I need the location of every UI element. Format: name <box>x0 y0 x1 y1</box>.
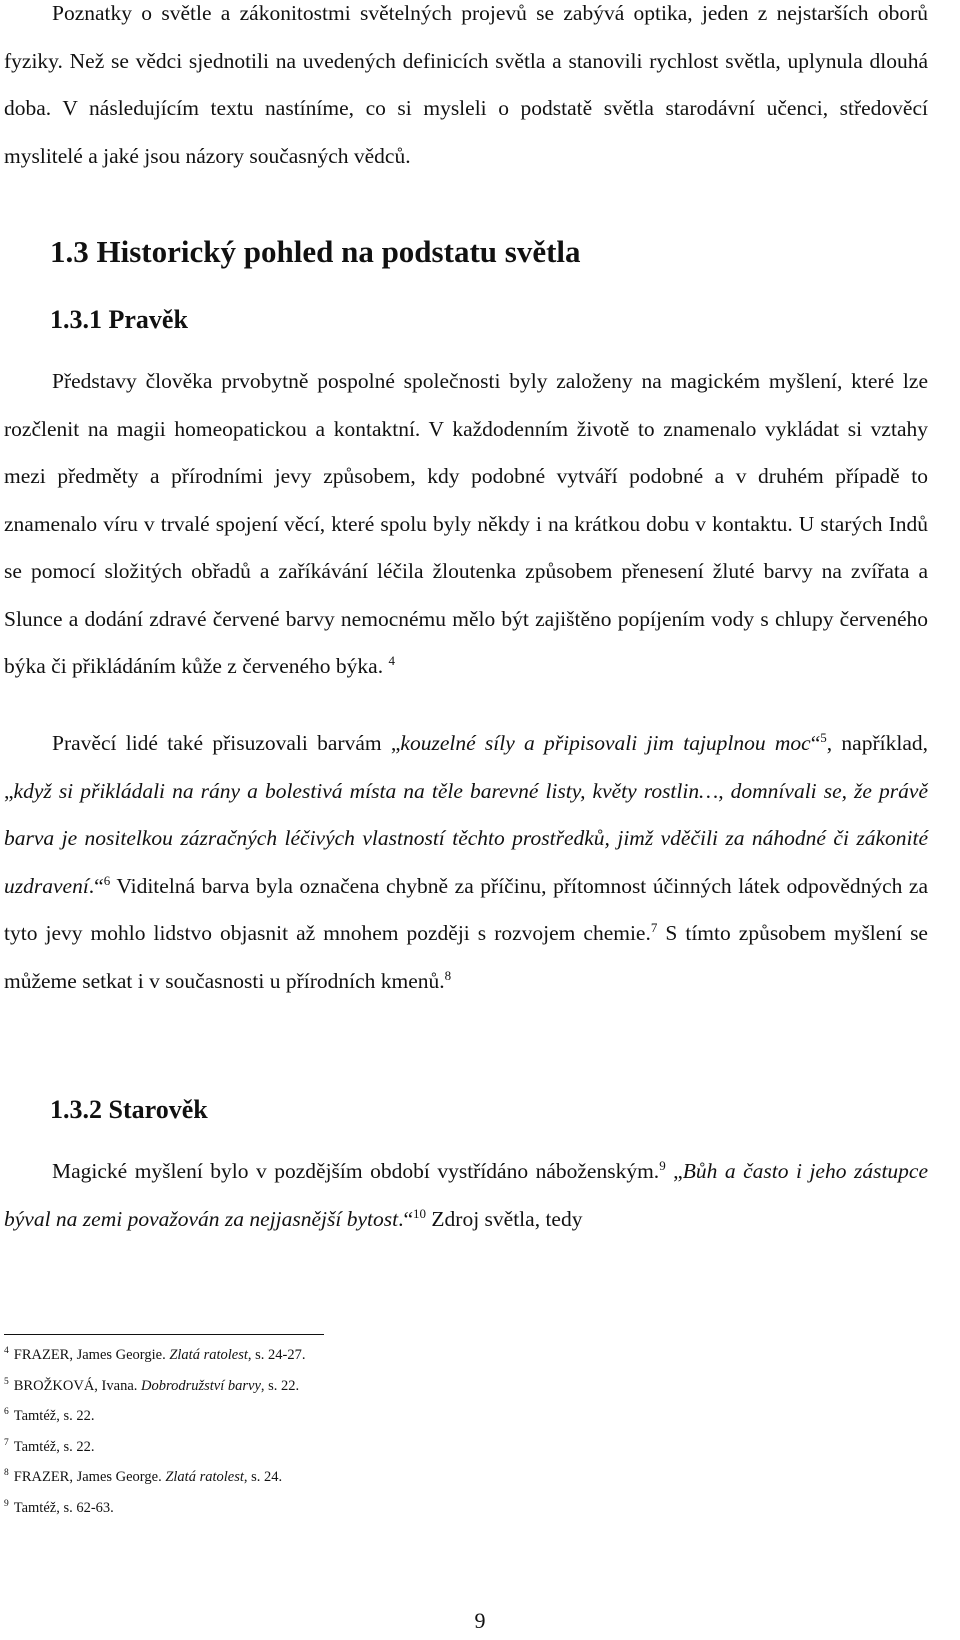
footnote-pages: , s. 24. <box>243 1469 283 1485</box>
footnote-title: Dobrodružství barvy <box>141 1377 261 1394</box>
footnote <box>4 1462 704 1493</box>
footnote-ref[interactable]: 7 <box>650 919 658 935</box>
quote-1: kouzelné síly a připisovali jim tajuplnou moc <box>400 731 811 755</box>
footnote-number: 6 <box>4 1407 9 1418</box>
footnote-title: Zlatá ratolest <box>169 1347 248 1363</box>
footnote-ref[interactable]: 9 <box>659 1157 666 1173</box>
footnote-ref[interactable]: 8 <box>444 967 452 983</box>
quote-2: když si přikládali na rány a bolestivá místa na těle barevné listy, květy rostlin…, domnívali se, že právě barva je nositelkou zázračných léčivých vlastností těchto prostředků, jimž vděčili za náhodné či zákonité uzdravení <box>4 778 928 898</box>
text-run: S tímto způsobem myšlení se můžeme setkat i v současnosti u přírodních kmenů. <box>4 921 928 993</box>
footnote <box>4 1493 704 1524</box>
text-run: , například, „ <box>4 731 928 803</box>
footnote <box>4 1432 704 1463</box>
starovek-paragraph <box>4 1148 928 1243</box>
footnote-pages: , s. 22. <box>260 1377 300 1394</box>
pravek-p1-text: Představy člověka prvobytně pospolné společnosti byly založeny na magickém myšlení, které lze rozčlenit na magii homeopatickou a kontaktní. V každodenním životě to znamenalo vykládat si vztahy mezi předměty a přírodními jevy způsobem, kdy podobné vytváří podobné a v druhém případě to znamenalo víru v trvalé spojení věcí, které spolu byly někdy i na krátkou dobu v kontaktu. U starých Indů se pomocí složitých obřadů a zaříkávání léčila žloutenka způsobem přenesení žluté barvy na zvířata a Slunce a dodání zdravé červené barvy nemocnému mělo být zajištěno popíjením vody s chlupy červeného býka či přikládáním kůže z červeného býka. <box>4 369 928 678</box>
pravek-paragraph-1 <box>4 358 928 691</box>
footnote-author: BROŽKOVÁ, Ivana. <box>13 1377 138 1394</box>
pravek-paragraph-2 <box>4 720 928 1005</box>
text-run: Viditelná barva byla označena chybně za příčinu, přítomnost účinných látek odpovědných za tyto jevy mohlo lidstvo objasnit až mnohem později s rozvojem chemie. <box>4 873 928 945</box>
footnote-author: Tamtéž, s. 62-63. <box>13 1499 114 1516</box>
footnote-number: 8 <box>4 1468 9 1479</box>
footnote-author: Tamtéž, s. 22. <box>13 1438 95 1455</box>
footnotes <box>4 1340 704 1523</box>
footnote-title: Zlatá ratolest <box>165 1469 244 1485</box>
section-heading: 1.3 Historický pohled na podstatu světla <box>50 234 581 269</box>
text-run: .“ <box>398 1206 414 1231</box>
text-run: .“ <box>88 873 104 898</box>
footnote-ref[interactable]: 4 <box>388 652 395 668</box>
subsection-heading-starovek: 1.3.2 Starověk <box>50 1095 208 1124</box>
footnote-author: FRAZER, James Georgie. <box>13 1347 166 1363</box>
footnote-number: 9 <box>4 1498 9 1509</box>
intro-paragraph <box>4 0 928 180</box>
subsection-heading-pravek: 1.3.1 Pravěk <box>50 305 188 334</box>
footnote-divider <box>4 1334 324 1335</box>
footnote-ref[interactable]: 5 <box>820 729 827 745</box>
footnote-author: Tamtéž, s. 22. <box>13 1408 95 1424</box>
text-run: „ <box>665 1159 683 1183</box>
text-run: Pravěcí lidé také přisuzovali barvám „ <box>52 731 401 755</box>
footnote-ref[interactable]: 10 <box>413 1205 427 1221</box>
page-number: 9 <box>474 1608 486 1633</box>
footnote-number: 4 <box>4 1346 9 1357</box>
footnote-author: FRAZER, James George. <box>13 1469 162 1485</box>
text-run: Magické myšlení bylo v pozdějším období vystřídáno náboženským. <box>52 1159 660 1183</box>
footnote <box>4 1340 704 1371</box>
footnote-number: 5 <box>4 1376 9 1387</box>
footnote <box>4 1401 704 1432</box>
footnote <box>4 1371 704 1402</box>
quote-3: Bůh a často i jeho zástupce býval na zemi považován za nejjasnější bytost <box>4 1159 928 1231</box>
text-run: Zdroj světla, tedy <box>426 1206 583 1231</box>
footnote-number: 7 <box>4 1437 9 1448</box>
footnote-ref[interactable]: 6 <box>103 872 111 888</box>
intro-text: Poznatky o světle a zákonitostmi světelných projevů se zabývá optika, jeden z nejstarších oborů fyziky. Než se vědci sjednotili na uvedených definicích světla a stanovili rychlost světla, uplynula dlouhá doba. V následujícím textu nastíníme, co si mysleli o podstatě světla starodávní učenci, středověcí myslitelé a jaké jsou názory současných vědců. <box>4 1 928 168</box>
footnote-pages: , s. 24-27. <box>247 1347 306 1363</box>
text-run: “ <box>810 731 821 755</box>
